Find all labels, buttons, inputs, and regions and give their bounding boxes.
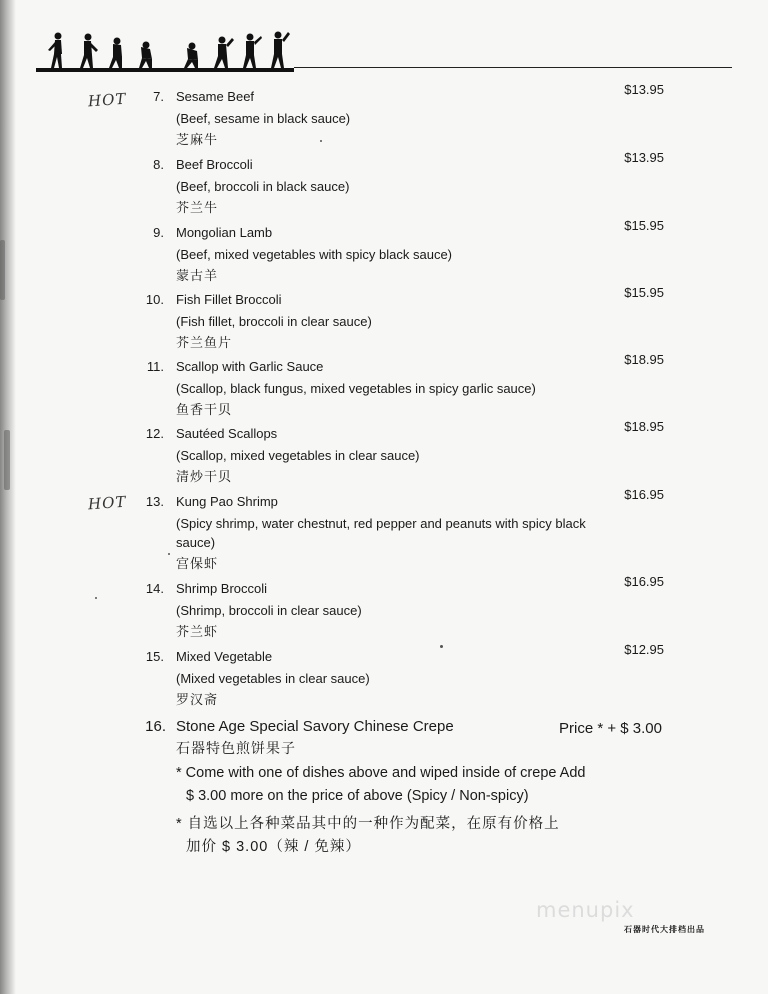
item-description: (Fish fillet, broccoli in clear sauce) (176, 314, 372, 329)
scan-speck (95, 597, 97, 599)
evolution-figures-icon (42, 30, 292, 70)
item-number: 13. (145, 494, 164, 509)
item-description: (Scallop, black fungus, mixed vegetables in spicy garlic sauce) (176, 381, 536, 396)
special-note-chinese: * 自选以上各种菜品其中的一种作为配菜，在原有价格上 (176, 816, 560, 832)
item-number: 8. (153, 157, 164, 172)
hot-label: HOT (87, 89, 127, 111)
item-number: 9. (153, 225, 164, 240)
item-name: Kung Pao Shrimp (176, 494, 278, 509)
item-chinese-name: 芥兰牛 (176, 200, 219, 215)
header-rule-thin (294, 67, 732, 68)
item-name: Mongolian Lamb (176, 225, 273, 240)
scan-speck (320, 140, 322, 142)
scan-speck (440, 645, 443, 648)
item-description: (Spicy shrimp, water chestnut, red pepper and peanuts with spicy black sauce) (176, 516, 586, 550)
item-description: (Shrimp, broccoli in clear sauce) (176, 603, 362, 618)
item-price: $18.95 (624, 352, 664, 367)
item-chinese-name: 芥兰虾 (176, 624, 219, 639)
item-description: (Scallop, mixed vegetables in clear sauce) (176, 448, 420, 463)
scan-edge-shadow (0, 0, 16, 994)
item-name: Scallop with Garlic Sauce (176, 359, 324, 374)
item-name: Stone Age Special Savory Chinese Crepe (176, 718, 454, 735)
header-decoration (36, 30, 736, 80)
item-price: Price * + $ 3.00 (559, 720, 662, 737)
item-chinese-name: 蒙古羊 (176, 268, 219, 283)
item-name: Mixed Vegetable (176, 649, 273, 664)
hot-label: HOT (87, 492, 127, 514)
item-number: 15. (145, 649, 164, 664)
footer-stamp: 石器时代大排档出品 (624, 925, 705, 934)
item-chinese-name: 罗汉斋 (176, 692, 219, 707)
item-chinese-name: 清炒干贝 (176, 469, 233, 484)
special-note-english-cont: $ 3.00 more on the price of above (Spicy / Non-spicy) (186, 788, 529, 804)
item-number: 11. (146, 359, 164, 374)
item-chinese-name: 石器特色煎饼果子 (176, 740, 296, 756)
item-name: Fish Fillet Broccoli (176, 292, 282, 307)
scan-speck (4, 430, 10, 490)
item-description: (Mixed vegetables in clear sauce) (176, 671, 370, 686)
header-rule (36, 68, 294, 72)
item-price: $18.95 (624, 419, 664, 434)
item-name: Beef Broccoli (176, 157, 253, 172)
item-chinese-name: 鱼香干贝 (176, 402, 233, 417)
item-name: Sesame Beef (176, 89, 255, 104)
item-description: (Beef, broccoli in black sauce) (176, 179, 350, 194)
item-number: 16. (145, 718, 166, 735)
item-chinese-name: 宫保虾 (176, 556, 219, 571)
item-number: 10. (145, 292, 164, 307)
item-price: $15.95 (624, 285, 664, 300)
scan-speck (0, 240, 5, 300)
item-price: $16.95 (624, 487, 664, 502)
item-description: (Beef, mixed vegetables with spicy black sauce) (176, 247, 453, 262)
item-number: 7. (153, 89, 164, 104)
item-price: $13.95 (624, 82, 664, 97)
watermark: menupix (536, 898, 635, 922)
item-price: $13.95 (624, 150, 664, 165)
item-number: 14. (145, 581, 164, 596)
special-note-english: * Come with one of dishes above and wiped inside of crepe Add (176, 765, 586, 781)
special-note-chinese-cont: 加价 $ 3.00（辣 / 免辣） (186, 839, 361, 855)
item-chinese-name: 芝麻牛 (176, 132, 219, 147)
item-price: $12.95 (624, 642, 664, 657)
item-price: $15.95 (624, 218, 664, 233)
item-description: (Beef, sesame in black sauce) (176, 111, 351, 126)
item-chinese-name: 芥兰鱼片 (176, 335, 233, 350)
item-name: Shrimp Broccoli (176, 581, 268, 596)
item-price: $16.95 (624, 574, 664, 589)
item-number: 12. (145, 426, 164, 441)
scan-speck (168, 553, 170, 555)
item-name: Sautéed Scallops (176, 426, 278, 441)
